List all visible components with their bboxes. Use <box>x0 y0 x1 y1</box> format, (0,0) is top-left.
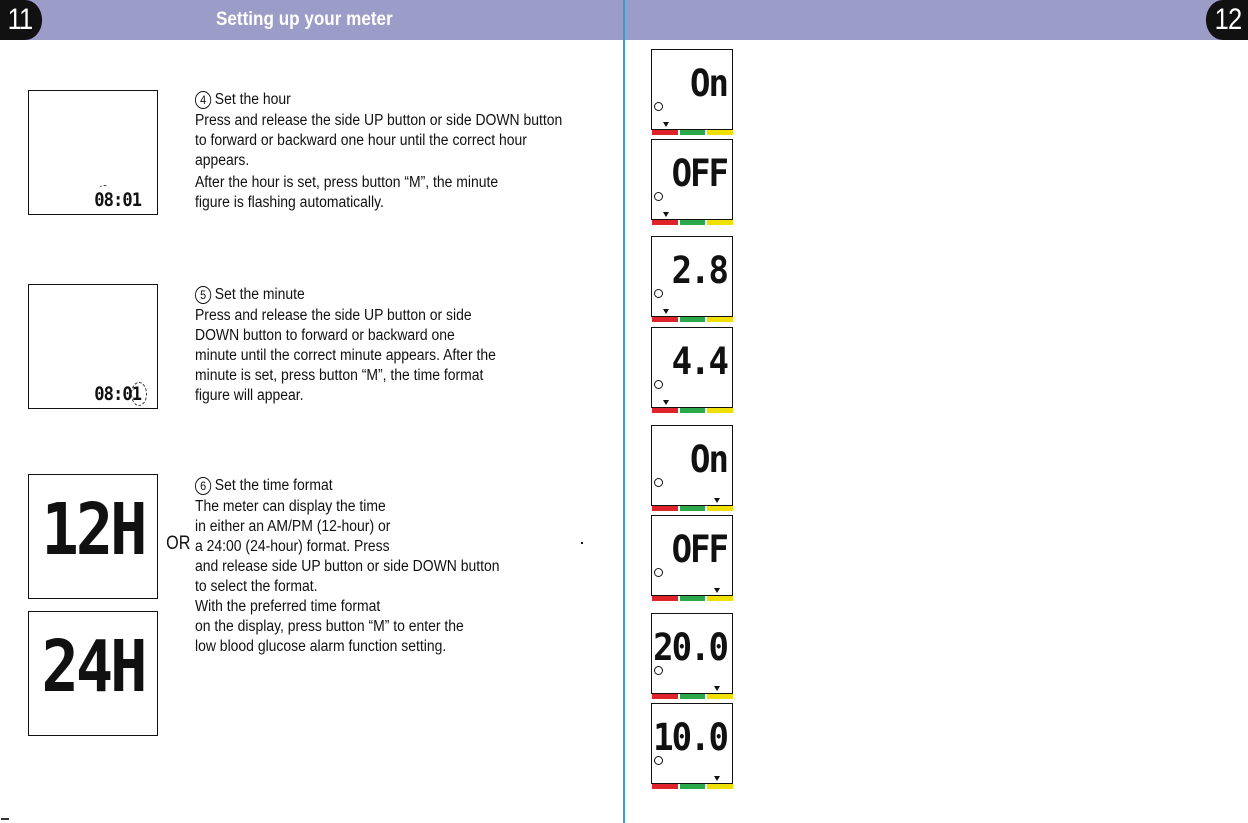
alarm-lcd <box>651 515 733 596</box>
page-title: Setting up your meter <box>216 9 393 30</box>
alarm-lcd <box>651 236 733 317</box>
range-marker-icon <box>714 588 720 593</box>
step-line: on the display, press button “M” to enter the <box>195 618 464 635</box>
smiley-icon <box>654 666 663 675</box>
step-number-badge: 5 <box>195 286 211 304</box>
alarm-lcd <box>651 49 733 130</box>
range-color-strip <box>652 220 733 225</box>
lcd-minute-time: 08:01 <box>94 383 141 405</box>
alarm-lcd-value: 10.0 <box>653 716 727 760</box>
step-line: figure will appear. <box>195 387 304 404</box>
lcd-24h-text: 24H <box>41 624 145 709</box>
alarm-lcd <box>651 703 733 784</box>
lcd-minute-display <box>28 284 158 409</box>
lcd-24h-display <box>28 611 158 736</box>
alarm-lcd-value: On <box>690 62 727 106</box>
step-line: With the preferred time format <box>195 598 381 615</box>
or-label: OR <box>166 533 191 554</box>
alarm-lcd-value: 20.0 <box>653 626 727 670</box>
range-marker-icon <box>663 212 669 217</box>
step-line: The meter can display the time <box>195 498 386 515</box>
step-line: Press and release the side UP button or side DOWN button <box>195 112 563 129</box>
step-line: minute is set, press button “M”, the time format <box>195 367 484 384</box>
smiley-icon <box>654 478 663 487</box>
alarm-lcd <box>651 613 733 694</box>
alarm-lcd-value: OFF <box>671 528 727 572</box>
range-marker-icon <box>663 400 669 405</box>
minute-flash-icon <box>131 382 147 406</box>
footer-tick <box>1 818 9 820</box>
alarm-lcd-value: OFF <box>671 152 727 196</box>
range-color-strip <box>652 784 733 789</box>
range-marker-icon <box>663 122 669 127</box>
lcd-hour-display <box>28 90 158 215</box>
alarm-lcd-value: 4.4 <box>671 340 727 384</box>
step-number-badge: 4 <box>195 91 211 109</box>
page-divider <box>623 0 625 823</box>
smiley-icon <box>654 289 663 298</box>
step-heading <box>195 476 499 496</box>
step-line: in either an AM/PM (12-hour) or <box>195 518 391 535</box>
page-number-left: 11 <box>0 0 42 40</box>
lcd-hour-time: 08:01 <box>94 189 141 211</box>
page-number-right: 12 <box>1206 0 1248 40</box>
lcd-12h-display <box>28 474 158 599</box>
step-line: low blood glucose alarm function setting. <box>195 638 447 655</box>
step-line: After the hour is set, press button “M”, the minute <box>195 174 499 191</box>
range-marker-icon <box>714 686 720 691</box>
step-line: to select the format. <box>195 578 318 595</box>
smiley-icon <box>654 756 663 765</box>
smiley-icon <box>654 192 663 201</box>
stray-dot <box>581 542 583 544</box>
range-marker-icon <box>714 776 720 781</box>
step-heading <box>195 285 496 305</box>
step-line: a 24:00 (24-hour) format. Press <box>195 538 390 555</box>
step-number-badge: 6 <box>195 477 211 495</box>
step-heading <box>195 90 562 110</box>
step-line: and release side UP button or side DOWN button <box>195 558 500 575</box>
step-line: to forward or backward one hour until the correct hour <box>195 132 527 149</box>
smiley-icon <box>654 568 663 577</box>
range-color-strip <box>652 317 733 322</box>
range-color-strip <box>652 130 733 135</box>
alarm-lcd-value: On <box>690 438 727 482</box>
step-line: DOWN button to forward or backward one <box>195 327 455 344</box>
alarm-lcd <box>651 327 733 408</box>
range-marker-icon <box>663 309 669 314</box>
step-title: Set the time format <box>214 477 333 494</box>
step-set-hour <box>195 90 562 213</box>
smiley-icon <box>654 380 663 389</box>
range-marker-icon <box>714 498 720 503</box>
smiley-icon <box>654 102 663 111</box>
step-set-minute <box>195 285 496 406</box>
range-color-strip <box>652 596 733 601</box>
step-line: minute until the correct minute appears. After the <box>195 347 496 364</box>
step-line: figure is flashing automatically. <box>195 194 384 211</box>
alarm-lcd <box>651 425 733 506</box>
step-title: Set the hour <box>214 91 291 108</box>
step-set-time-format <box>195 476 499 657</box>
hour-flash-icon <box>99 185 109 192</box>
range-color-strip <box>652 506 733 511</box>
step-line: appears. <box>195 152 250 169</box>
lcd-12h-text: 12H <box>41 487 145 572</box>
step-line: Press and release the side UP button or side <box>195 307 472 324</box>
alarm-lcd <box>651 139 733 220</box>
alarm-lcd-value: 2.8 <box>671 249 727 293</box>
range-color-strip <box>652 694 733 699</box>
range-color-strip <box>652 408 733 413</box>
step-title: Set the minute <box>214 286 305 303</box>
